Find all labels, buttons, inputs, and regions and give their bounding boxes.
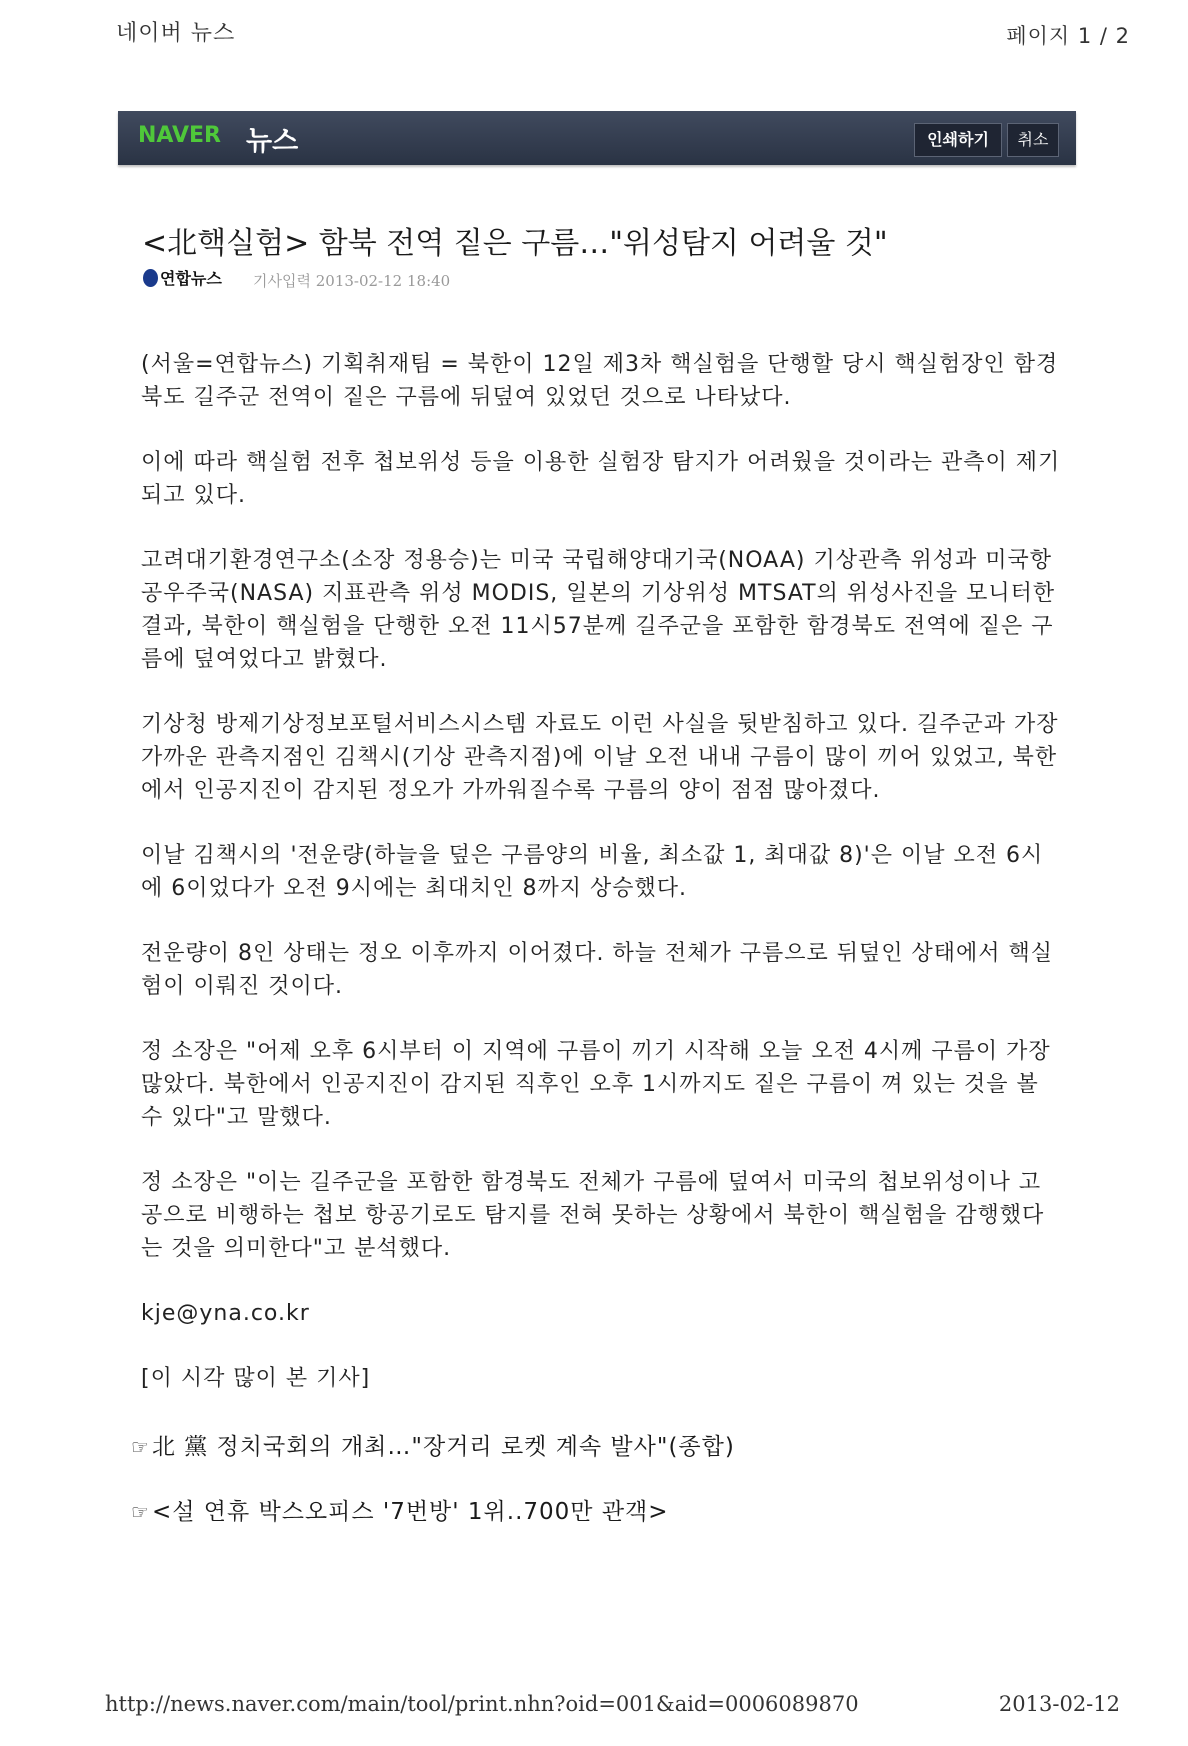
pointing-hand-icon: ☞ <box>131 1500 150 1524</box>
article-published-time: 기사입력 2013-02-12 18:40 <box>253 272 451 290</box>
article-body <box>131 348 1061 1561</box>
source-name: 연합뉴스 <box>160 269 222 288</box>
article-paragraph: 정 소장은 "이는 길주군을 포함한 함경북도 전체가 구름에 덮여서 미국의 첩보위성이나 고공으로 비행하는 첩보 항공기로도 탐지를 전혀 못하는 상황에서 북한이 핵실험을 감행했다는 것을 의미한다"고 분석했다. <box>141 1170 1045 1261</box>
print-footer-url: http://news.naver.com/main/tool/print.nhn?oid=001&aid=0006089870 <box>105 1692 859 1716</box>
article-paragraph: 정 소장은 "어제 오후 6시부터 이 지역에 구름이 끼기 시작해 오늘 오전 4시께 구름이 가장 많았다. 북한에서 인공지진이 감지된 직후인 오후 1시까지도 짙은 구름이 껴 있는 것을 볼 수 있다"고 말했다. <box>141 1039 1051 1130</box>
article-title: <北핵실험> 함북 전역 짙은 구름…"위성탐지 어려울 것" <box>142 226 888 261</box>
article-paragraph: 이날 김책시의 '전운량(하늘을 덮은 구름양의 비율, 최소값 1, 최대값 8)'은 이날 오전 6시에 6이었다가 오전 9시에는 최대치인 8까지 상승했다. <box>141 843 1044 901</box>
news-section-label[interactable]: 뉴스 <box>246 126 299 157</box>
pointing-hand-icon: ☞ <box>131 1435 150 1459</box>
related-article-link[interactable] <box>131 1496 1061 1529</box>
related-article-title: <설 연휴 박스오피스 '7번방' 1위..700만 관객> <box>151 1499 669 1525</box>
naver-logo[interactable]: NAVER <box>138 123 221 148</box>
article-paragraph: (서울=연합뉴스) 기획취재팀 = 북한이 12일 제3차 핵실험을 단행할 당시 핵실험장인 함경북도 길주군 전역이 짙은 구름에 뒤덮여 있었던 것으로 나타났다. <box>141 352 1059 410</box>
related-articles-heading: [이 시각 많이 본 기사] <box>141 1366 371 1391</box>
print-header-site-name: 네이버 뉴스 <box>116 21 236 46</box>
cancel-button[interactable]: 취소 <box>1007 123 1059 157</box>
related-article-title: 北 黨 정치국회의 개최…"장거리 로켓 계속 발사"(종합) <box>151 1434 735 1460</box>
reporter-email: kje@yna.co.kr <box>141 1301 310 1326</box>
source-logo <box>143 266 222 289</box>
yonhap-logo-icon <box>143 269 158 287</box>
article-paragraph: 기상청 방제기상정보포털서비스시스템 자료도 이런 사실을 뒷받침하고 있다. 길주군과 가장 가까운 관측지점인 김책시(기상 관측지점)에 이날 오전 내내 구름이 많이 끼어 있었고, 북한에서 인공지진이 감지된 정오가 가까워질수록 구름의 양이 점점 많아졌다. <box>141 712 1059 803</box>
article-paragraph: 고려대기환경연구소(소장 정용승)는 미국 국립해양대기국(NOAA) 기상관측 위성과 미국항공우주국(NASA) 지표관측 위성 MODIS, 일본의 기상위성 MTSAT의 위성사진을 모니터한 결과, 북한이 핵실험을 단행한 오전 11시57분께 길주군을 포함한 함경북도 전역에 짙은 구름에 덮여었다고 밝혔다. <box>141 548 1056 672</box>
article-paragraph: 이에 따라 핵실험 전후 첩보위성 등을 이용한 실험장 탐지가 어려웠을 것이라는 관측이 제기되고 있다. <box>141 450 1061 508</box>
article-paragraph: 전운량이 8인 상태는 정오 이후까지 이어졌다. 하늘 전체가 구름으로 뒤덮인 상태에서 핵실험이 이뤄진 것이다. <box>141 941 1053 999</box>
print-footer-date: 2013-02-12 <box>998 1692 1120 1716</box>
related-article-link[interactable] <box>131 1431 1061 1464</box>
print-header-page-number: 페이지 1 / 2 <box>1006 24 1130 48</box>
naver-news-header-bar <box>118 111 1076 165</box>
print-button[interactable]: 인쇄하기 <box>914 123 1002 157</box>
